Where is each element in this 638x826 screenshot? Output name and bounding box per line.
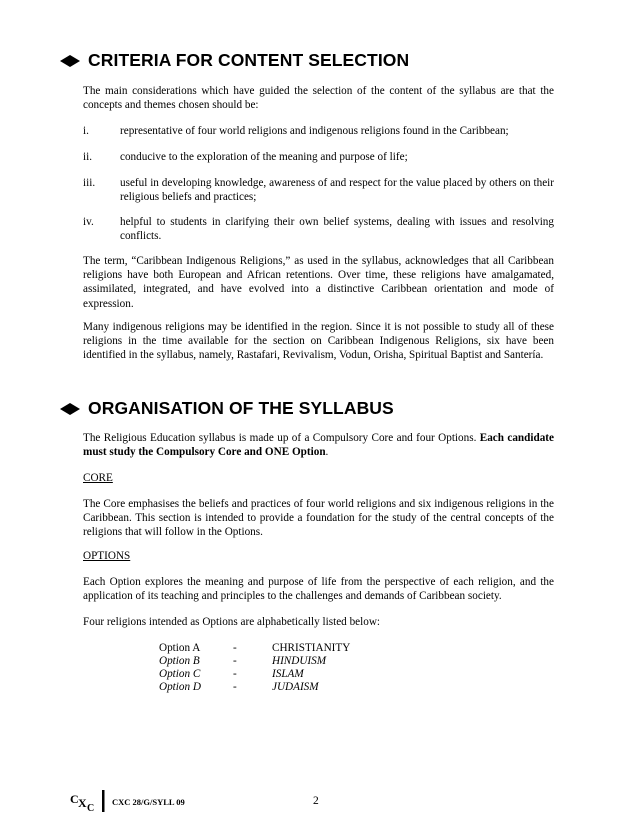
indigenous-religions-paragraph: Many indigenous religions may be identified in the region. Since it is not possible to study all of these religions in the time available for the section on Caribbean Indigenous Religions, six have been identified in the syllabus, namely, Rastafari, Revivalism, Vodun, Orisha, Spiritual Baptist and Santería. (83, 321, 554, 362)
list-item-number: iv. (83, 216, 94, 228)
option-row (159, 668, 459, 682)
list-item-text: useful in developing knowledge, awareness of and respect for the value placed by others on their religious beliefs and practices; (120, 177, 554, 204)
four-religions-text: Four religions intended as Options are alphabetically listed below: (83, 616, 381, 628)
option-label: Option D (159, 681, 201, 693)
list-item-number: iii. (83, 177, 96, 189)
diamond-bullet-icon (60, 403, 80, 415)
list-item (83, 215, 554, 244)
list-item (83, 124, 554, 139)
section-title: CRITERIA FOR CONTENT SELECTION (88, 50, 410, 70)
intro-bold-text: Each candidate must study the Compulsory Core and ONE Option (83, 432, 554, 459)
core-heading: CORE (83, 472, 113, 484)
svg-text:X: X (78, 796, 87, 810)
option-religion: HINDUISM (272, 655, 327, 667)
svg-text:C: C (87, 803, 95, 812)
list-item-text: conducive to the exploration of the meaning and purpose of life; (120, 151, 408, 163)
option-label: Option A (159, 642, 201, 654)
organisation-intro (83, 431, 554, 459)
list-item (83, 176, 554, 205)
page-footer (70, 790, 570, 812)
page-number: 2 (313, 795, 319, 807)
options-paragraph: Each Option explores the meaning and purpose of life from the perspective of each religion, and the application of its teaching and principles to the challenges and demands of Caribbean society. (83, 576, 554, 603)
option-dash: - (233, 681, 237, 693)
cxc-logo-icon (70, 790, 106, 812)
syllabus-code: CXC 28/G/SYLL 09 (112, 797, 185, 807)
intro-text: The Religious Education syllabus is made up of a Compulsory Core and four Options. (83, 432, 480, 444)
option-religion: ISLAM (272, 668, 304, 680)
options-heading: OPTIONS (83, 550, 131, 562)
diamond-bullet-icon (60, 55, 80, 67)
section-heading-organisation (60, 398, 394, 419)
section-heading-criteria (60, 50, 409, 71)
intro-end: . (325, 446, 329, 459)
option-religion: CHRISTIANITY (272, 642, 351, 654)
section-title: ORGANISATION OF THE SYLLABUS (88, 398, 394, 418)
option-dash: - (233, 668, 237, 680)
caribbean-religions-paragraph: The term, “Caribbean Indigenous Religions,” as used in the syllabus, acknowledges that all Caribbean religions have both European and African retentions. Over time, these religions have amalgamated, assimilated, integrated, and have evolved into a distinctive Caribbean orientation and mode of expression. (83, 255, 554, 310)
option-row (159, 681, 459, 695)
svg-text:C: C (70, 792, 79, 806)
list-item (83, 150, 554, 165)
option-religion: JUDAISM (272, 681, 319, 693)
option-dash: - (233, 655, 237, 667)
criteria-intro: The main considerations which have guided the selection of the content of the syllabus are that the concepts and themes chosen should be: (83, 85, 554, 112)
option-row (159, 642, 459, 656)
list-item-number: i. (83, 125, 89, 137)
option-row (159, 655, 459, 669)
option-label: Option C (159, 668, 201, 680)
option-label: Option B (159, 655, 200, 667)
list-item-number: ii. (83, 151, 93, 163)
option-dash: - (233, 642, 237, 654)
list-item-text: representative of four world religions and indigenous religions found in the Caribbean; (120, 125, 509, 137)
core-paragraph: The Core emphasises the beliefs and practices of four world religions and six indigenous religions in the Caribbean. This section is intended to provide a foundation for the study of the central concepts of the religions that will follow in the Options. (83, 498, 554, 539)
list-item-text: helpful to students in clarifying their own belief systems, dealing with issues and resolving conflicts. (120, 216, 554, 243)
